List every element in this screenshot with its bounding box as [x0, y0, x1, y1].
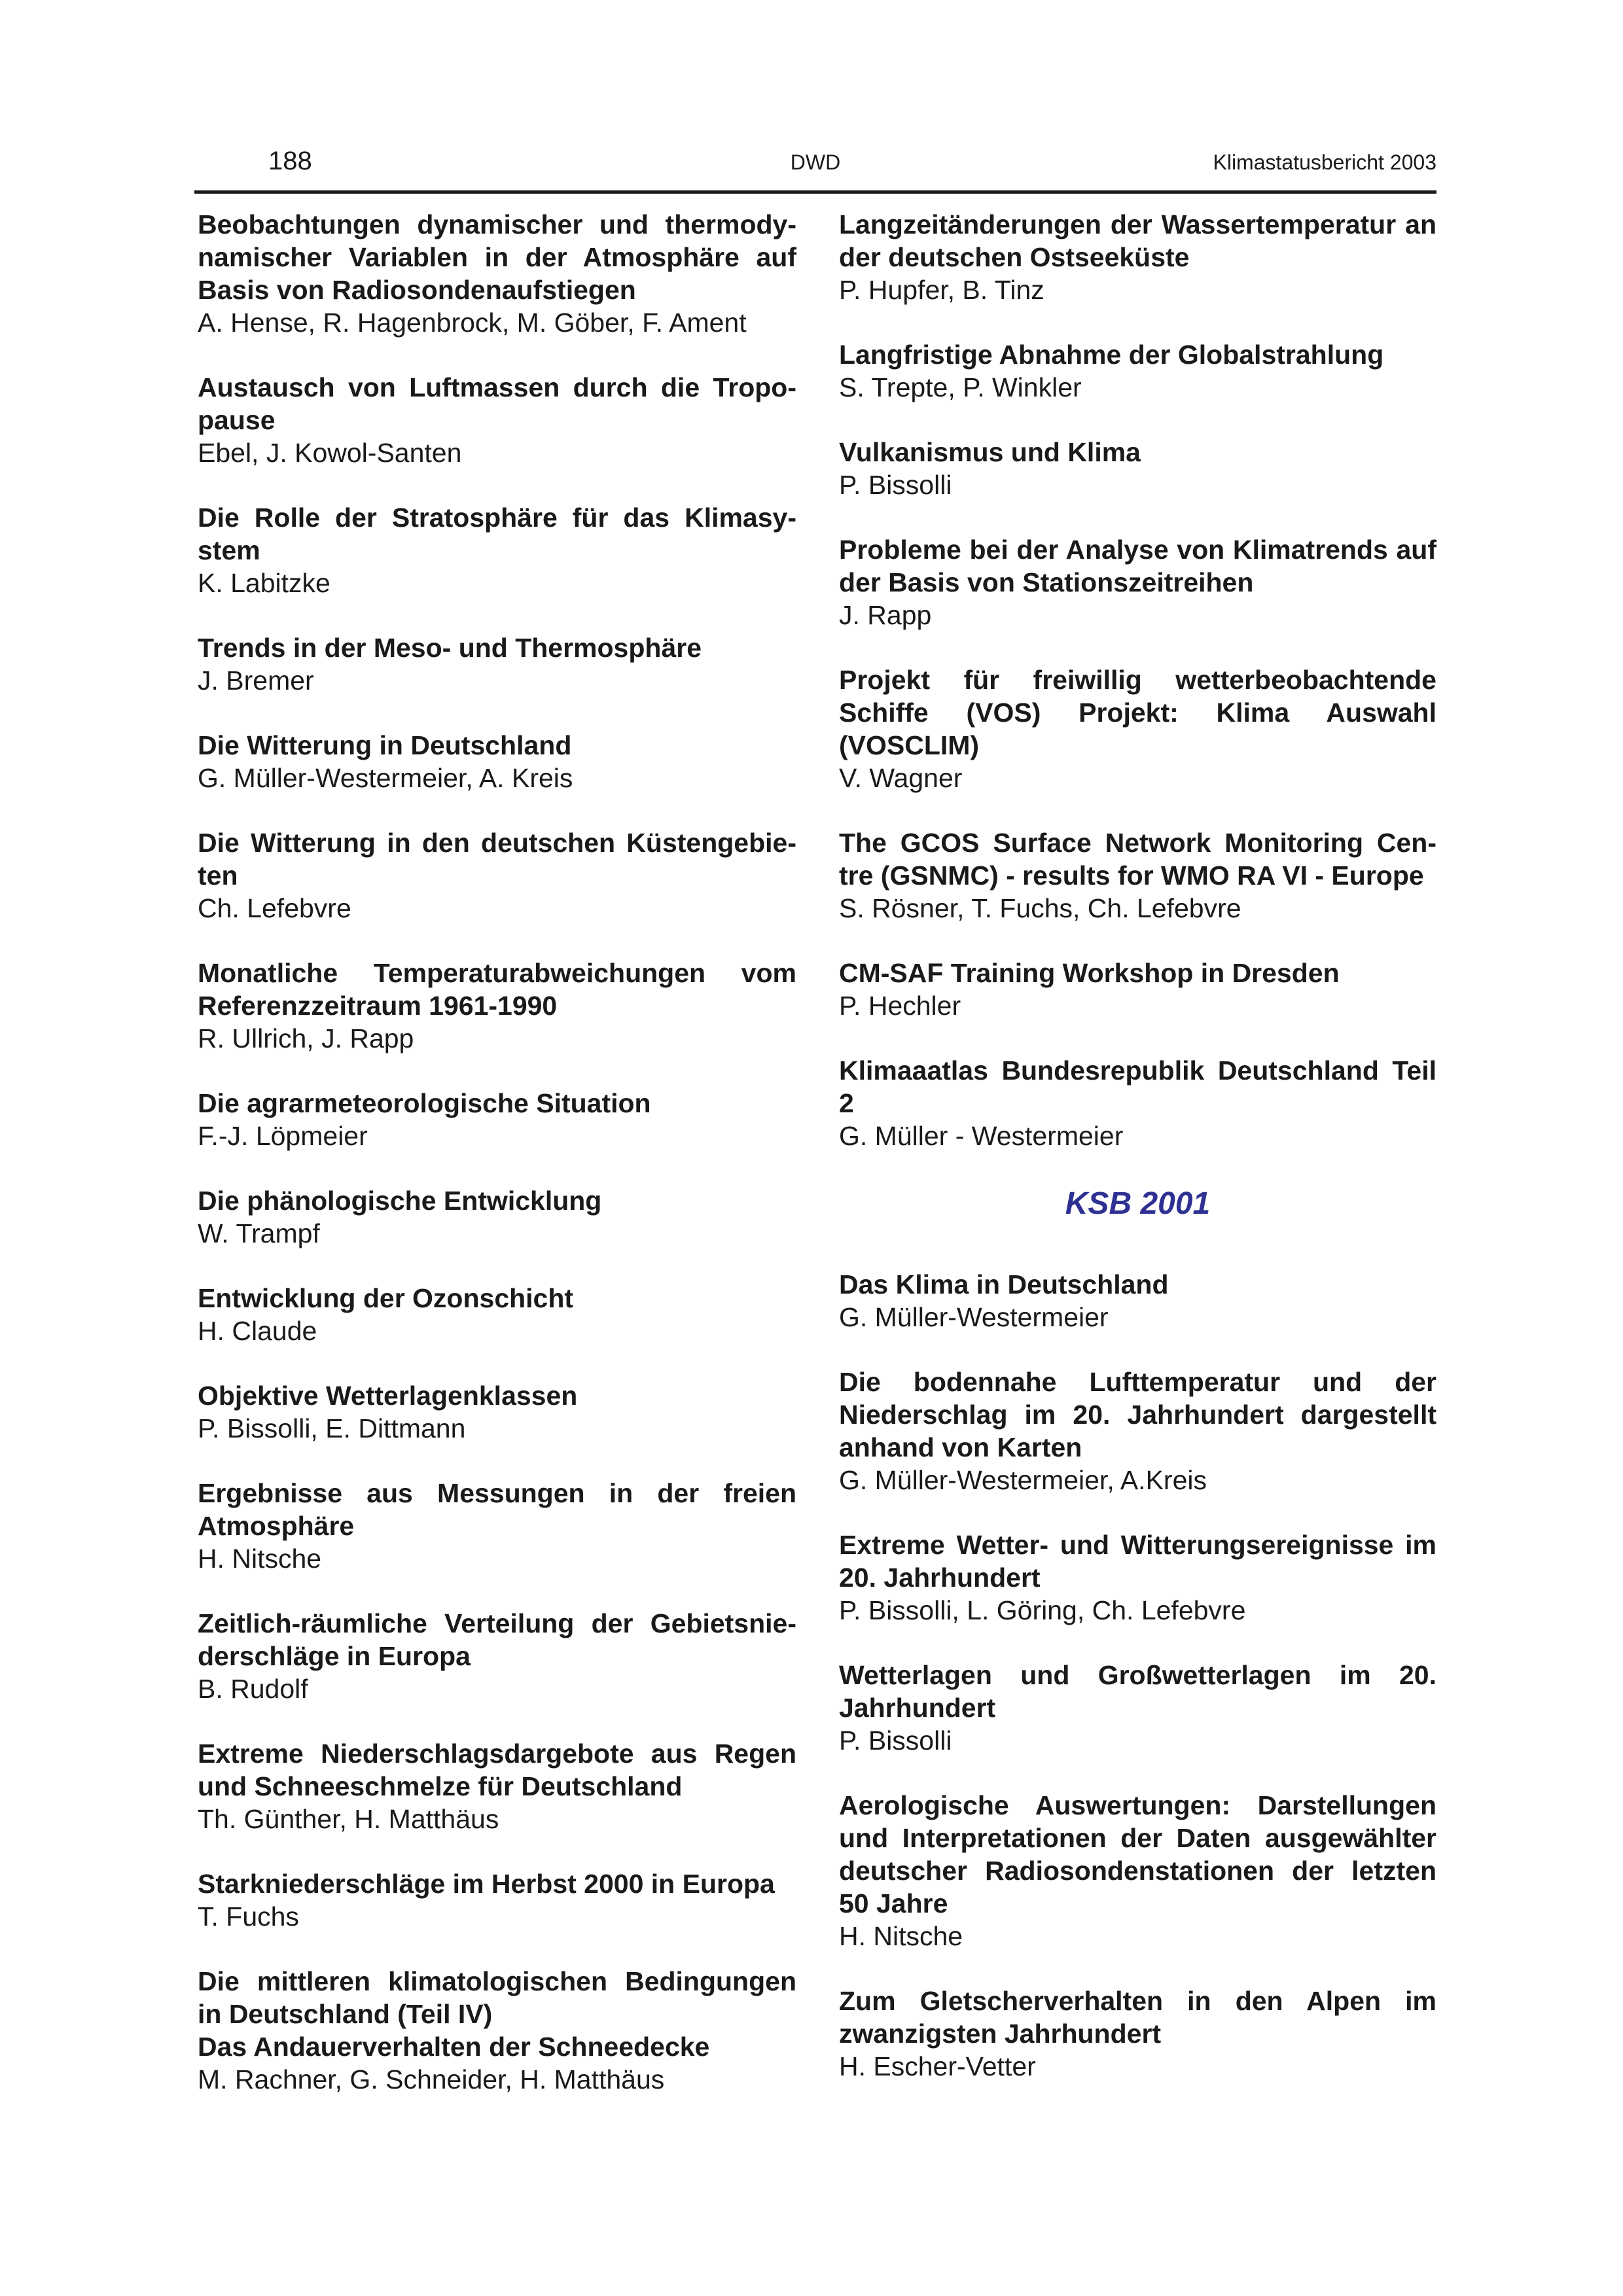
list-item — [198, 501, 796, 599]
entry-title: Die mittleren klimatologischen Bedingungen in Deutschland (Teil IV) — [198, 1966, 796, 2029]
report-title: Klimastatusbericht 2003 — [1213, 150, 1436, 174]
right-column — [839, 208, 1436, 2115]
page-header — [194, 137, 1436, 190]
entry-title: Extreme Niederschlagsdargebote aus Regen und Schneeschmelze für Deutschland — [198, 1739, 796, 1801]
list-item — [839, 663, 1436, 794]
list-item — [839, 533, 1436, 631]
entry-authors: P. Bissolli, E. Dittmann — [198, 1413, 466, 1443]
entry-authors: A. Hense, R. Hagenbrock, M. Göber, F. Ament — [198, 308, 747, 338]
entry-authors: K. Labitzke — [198, 568, 330, 598]
entry-authors: Ch. Lefebvre — [198, 893, 351, 923]
list-item — [839, 436, 1436, 501]
entry-authors: J. Bremer — [198, 665, 314, 696]
entry-authors: P. Hupfer, B. Tinz — [839, 275, 1044, 305]
list-item — [198, 1965, 796, 2096]
entry-title: Langzeitänderungen der Wassertemperatur an der deutschen Ostseeküste — [839, 209, 1436, 272]
list-item — [839, 1985, 1436, 2083]
entry-title: Die phänologische Entwicklung — [198, 1186, 602, 1216]
entry-authors: H. Nitsche — [198, 1544, 322, 1574]
list-item — [198, 826, 796, 925]
section-heading-ksb-2001: KSB 2001 — [1065, 1186, 1211, 1221]
left-column — [198, 208, 796, 2128]
entry-title: Die bodennahe Lufttemperatur und der Niederschlag im 20. Jahrhundert dargestellt anhand von Karten — [839, 1367, 1436, 1462]
entry-title: Zum Gletscherverhalten in den Alpen im zwanzigsten Jahrhundert — [839, 1986, 1436, 2049]
entry-subtitle: Das Andauerverhalten der Schneedecke — [198, 2032, 710, 2062]
list-item — [198, 1867, 796, 1933]
entry-title: Die agrarmeteorologische Situation — [198, 1088, 651, 1118]
entry-title: Langfristige Abnahme der Globalstrahlung — [839, 340, 1384, 370]
list-item — [839, 1366, 1436, 1496]
list-item — [198, 1087, 796, 1152]
entry-authors: H. Escher-Vetter — [839, 2051, 1036, 2081]
entry-authors: P. Bissolli, L. Göring, Ch. Lefebvre — [839, 1595, 1246, 1625]
entry-title: Monatliche Temperaturabweichungen vom Referenzzeitraum 1961-1990 — [198, 958, 796, 1021]
list-item — [198, 1282, 796, 1347]
list-item — [198, 1607, 796, 1705]
entry-authors: G. Müller - Westermeier — [839, 1121, 1124, 1151]
entry-title: Die Rolle der Stratosphäre für das Klimasy-stem — [198, 503, 796, 565]
list-item — [198, 729, 796, 794]
entry-authors: T. Fuchs — [198, 1901, 299, 1932]
list-item — [198, 371, 796, 469]
entry-title: Extreme Wetter- und Witterungsereignisse im 20. Jahrhundert — [839, 1530, 1436, 1593]
list-item — [839, 957, 1436, 1022]
entry-title: Das Klima in Deutschland — [839, 1269, 1169, 1299]
list-item — [198, 208, 796, 339]
entry-authors: H. Claude — [198, 1316, 317, 1346]
entry-authors: P. Bissolli — [839, 470, 952, 500]
entry-authors: F.-J. Löpmeier — [198, 1121, 368, 1151]
entry-title: Entwicklung der Ozonschicht — [198, 1283, 574, 1313]
entry-title: CM-SAF Training Workshop in Dresden — [839, 958, 1340, 988]
entry-authors: G. Müller-Westermeier, A. Kreis — [198, 763, 573, 793]
entry-authors: W. Trampf — [198, 1218, 320, 1248]
entry-authors: J. Rapp — [839, 600, 932, 630]
list-item — [839, 338, 1436, 404]
entry-title: Die Witterung in den deutschen Küstengebie-ten — [198, 828, 796, 891]
entry-authors: V. Wagner — [839, 763, 963, 793]
entry-authors: S. Rösner, T. Fuchs, Ch. Lefebvre — [839, 893, 1241, 923]
entry-authors: S. Trepte, P. Winkler — [839, 372, 1082, 402]
entry-title: Vulkanismus und Klima — [839, 437, 1141, 467]
publisher-label: DWD — [790, 150, 841, 174]
list-item — [198, 1184, 796, 1250]
entry-authors: P. Bissolli — [839, 1725, 952, 1756]
entry-title: Probleme bei der Analyse von Klimatrends auf der Basis von Stationszeitreihen — [839, 535, 1436, 597]
entry-title: Austausch von Luftmassen durch die Tropo-pause — [198, 372, 796, 435]
header-rule — [194, 190, 1436, 194]
entry-title: Aerologische Auswertungen: Darstellungen und Interpretationen der Daten ausgewählter deutscher Radiosondenstationen der letzten 50 Jahre — [839, 1790, 1436, 1918]
list-item — [839, 1528, 1436, 1627]
entry-authors: Th. Günther, H. Matthäus — [198, 1804, 499, 1834]
list-item — [839, 1054, 1436, 1152]
entry-authors: B. Rudolf — [198, 1674, 308, 1704]
entry-authors: R. Ullrich, J. Rapp — [198, 1023, 414, 1053]
entry-title: Zeitlich-räumliche Verteilung der Gebietsnie-derschläge in Europa — [198, 1608, 796, 1671]
entry-title: Die Witterung in Deutschland — [198, 730, 572, 760]
list-item — [198, 1737, 796, 1835]
entry-title: Objektive Wetterlagenklassen — [198, 1381, 578, 1411]
entry-authors: Ebel, J. Kowol-Santen — [198, 438, 462, 468]
entry-title: Projekt für freiwillig wetterbeobachtende Schiffe (VOS) Projekt: Klima Auswahl (VOSCLIM) — [839, 665, 1436, 760]
entry-title: Klimaaatlas Bundesrepublik Deutschland Teil 2 — [839, 1055, 1436, 1118]
entry-authors: P. Hechler — [839, 991, 961, 1021]
entry-authors: G. Müller-Westermeier — [839, 1302, 1109, 1332]
entry-title: Ergebnisse aus Messungen in der freien Atmosphäre — [198, 1478, 796, 1541]
list-item — [198, 957, 796, 1055]
entry-title: Beobachtungen dynamischer und thermody-namischer Variablen in der Atmosphäre auf Basis von Radiosondenaufstiegen — [198, 209, 796, 305]
entry-authors: H. Nitsche — [839, 1921, 963, 1951]
list-item — [198, 1477, 796, 1575]
page-number: 188 — [268, 147, 312, 175]
entry-title: Trends in der Meso- und Thermosphäre — [198, 633, 702, 663]
list-item — [839, 1659, 1436, 1757]
entry-title: Starkniederschläge im Herbst 2000 in Europa — [198, 1869, 775, 1899]
list-item — [839, 1789, 1436, 1952]
list-item — [839, 1268, 1436, 1333]
entry-authors: M. Rachner, G. Schneider, H. Matthäus — [198, 2064, 665, 2094]
entry-title: The GCOS Surface Network Monitoring Cen-tre (GSNMC) - results for WMO RA VI - Europe — [839, 828, 1436, 891]
entry-title: Wetterlagen und Großwetterlagen im 20. Jahrhundert — [839, 1660, 1436, 1723]
entry-authors: G. Müller-Westermeier, A.Kreis — [839, 1465, 1207, 1495]
list-item — [839, 208, 1436, 306]
list-item — [839, 826, 1436, 925]
list-item — [198, 631, 796, 697]
list-item — [198, 1379, 796, 1445]
